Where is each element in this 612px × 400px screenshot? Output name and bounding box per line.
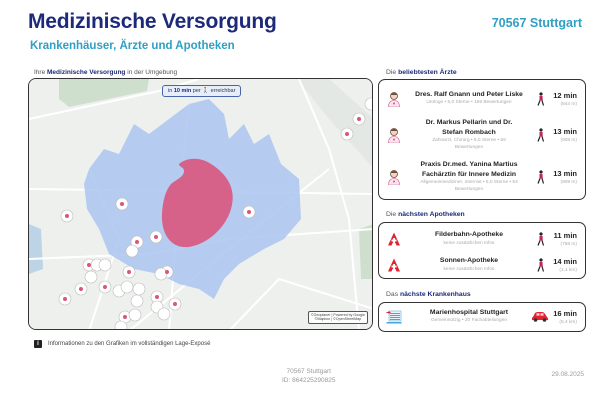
doctor-icon xyxy=(379,127,409,143)
map-heading: Ihre Medizinische Versorgung in der Umgebung xyxy=(34,69,178,76)
page-title: Medizinische Versorgung xyxy=(28,10,277,33)
pharmacy-icon xyxy=(379,258,409,272)
map-attribution[interactable]: ©Geoplaner | Powered by Google ©Mapbox | ©OpenStreetMap xyxy=(308,311,368,324)
footer-date: 29.08.2025 xyxy=(551,371,584,378)
pharmacy-list-item[interactable]: Filderbahn-Apotheke keine zusätzlichen Infos 11 min (768 m) xyxy=(379,226,585,252)
walking-icon xyxy=(529,170,551,184)
map-canvas xyxy=(29,79,373,330)
page-subtitle: Krankenhäuser, Ärzte und Apotheken xyxy=(30,40,235,52)
pharmacies-heading: Die nächsten Apotheken xyxy=(386,211,465,218)
hospital-heading: Das nächste Krankenhaus xyxy=(386,291,471,298)
info-note: i Informationen zu den Grafiken im vollständigen Lage-Exposé xyxy=(34,340,210,348)
doctor-icon xyxy=(379,169,409,185)
doctors-card xyxy=(378,79,586,200)
doctor-list-item[interactable]: Praxis Dr.med. Yanina Martius Fachärztin für Innere Medizin Allgemeinmediziner, Internist • 5,0 Sterne • 54 Bewertungen 13 min (909 m) xyxy=(379,156,585,198)
pharmacies-card xyxy=(378,222,586,279)
car-icon xyxy=(529,311,551,322)
medical-map[interactable] xyxy=(28,78,373,330)
walking-icon xyxy=(529,232,551,246)
walking-person-icon: 🚶 xyxy=(202,88,210,94)
hospital-card xyxy=(378,302,586,332)
walking-icon xyxy=(529,258,551,272)
location-label: 70567 Stuttgart xyxy=(491,16,582,30)
doctors-heading: Die beliebtesten Ärzte xyxy=(386,69,457,76)
walking-icon xyxy=(529,92,551,106)
doctor-list-item[interactable]: Dr. Markus Pellarin und Dr. Stefan Rombach Zahnarzt, Chirurg • 5,0 Sterne • 59 Bewertungen 13 min (908 m) xyxy=(379,114,585,156)
info-icon: i xyxy=(34,340,42,348)
pharmacy-list-item[interactable]: Sonnen-Apotheke keine zusätzlichen Infos 14 min (1,1 km) xyxy=(379,252,585,278)
doctor-icon xyxy=(379,91,409,107)
walking-icon xyxy=(529,128,551,142)
footer-info: 70567 Stuttgart ID: 864225290825 xyxy=(282,368,336,385)
pharmacy-icon xyxy=(379,232,409,246)
hospital-icon xyxy=(379,310,409,324)
reachability-badge: in 10 min per 🚶 erreichbar xyxy=(162,85,241,97)
hospital-list-item[interactable]: Marienhospital Stuttgart Gemeinnützig • 20 Fachabteilungen 16 min (5,4 km) xyxy=(379,303,585,330)
doctor-list-item[interactable]: Dres. Ralf Gnann und Peter Liske Urologe • 5,0 Sterne • 169 Bewertungen 12 min (844 m) xyxy=(379,83,585,114)
